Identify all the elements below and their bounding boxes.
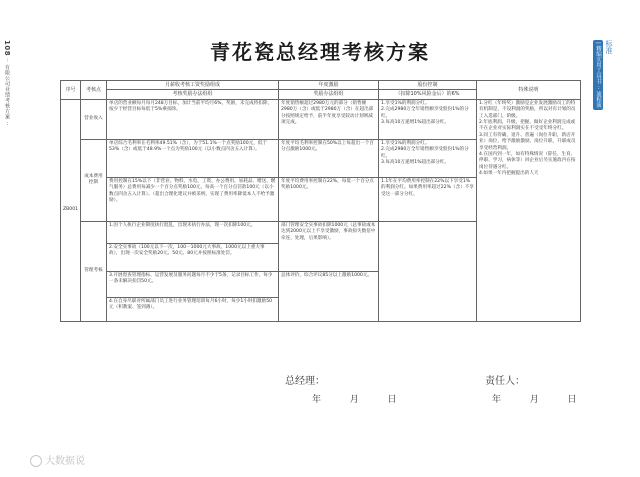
- subheader-monthly: 考核奖励办法组组: [107, 90, 279, 99]
- watermark-text: 大数据说: [45, 456, 85, 467]
- annual-cell: 年度平均毛利率控制在50%以上每超出一个百分点激励1000元。: [279, 139, 379, 177]
- annual-cell: 年度平均费用率控制在22%，每低一个百分点奖励1000元。: [279, 177, 379, 221]
- equity-cell: [379, 221, 477, 321]
- annual-cell: 年度销售额超过2980万元的部分（销售额2980万（含）或低于2980万（含）在超出部分按照规定给予，前半年度享受较动计划则减项完成。: [279, 99, 379, 139]
- equity-cell: 1.享受1%的利润分红。 2.完成2980万全年销售额享受股份1%的分红。 3.每高10万递增1%超出部分红。: [379, 99, 477, 139]
- monthly-cell: 3.开展督查管理指标、运营发展及服务问题每月不少于5条，记录目标工作，每少一条未解决扣罚50元。: [107, 271, 279, 297]
- annual-cell: 部门管理安全实事故扣除1000元（总事故或本达到2000元以上不享受激励，事故损失数倍中牵连、处理，后果影响）。: [279, 221, 379, 271]
- page-title: 青花瓷总经理考核方案: [210, 40, 430, 64]
- note-item: 4.如果一年内把握提出的人天: [479, 171, 539, 177]
- date-year: 年: [492, 395, 503, 405]
- header-seq: 序号: [61, 81, 81, 100]
- table-row: [61, 99, 581, 139]
- header-monthly: 月薪收考核工资奖励组成: [107, 81, 279, 90]
- monthly-cell: 单店综合毛利率在毛利率49.51%（含），为于51.1%一个点奖励100元，低于53%（含）或低于48.9%一个点为奖励100元（以小数点四舍五入计算）。: [107, 139, 279, 177]
- responsible-date: [492, 392, 578, 405]
- chapter-tab: | 精编实用工具书 ·· 流程演示 |: [593, 40, 603, 110]
- header-equity: 股份控制: [379, 81, 477, 90]
- item-mgmt: 管理考核: [81, 221, 107, 321]
- manager-date: [312, 392, 398, 405]
- monthly-cell: 4.在自身尽职对所属部门员工进行业务管理培训每月6小时，每少1小时扣激励50元（积教案、签到薄）。: [107, 297, 279, 321]
- header-notes: 特殊说明: [477, 81, 581, 100]
- spine-text: ·· 有限公司业绩考核方案 ··: [4, 58, 10, 126]
- watermark-logo-icon: [30, 455, 42, 467]
- assessment-table: [60, 80, 581, 322]
- date-day: 日: [387, 395, 398, 405]
- equity-cell: 1.1年在平均费用率控制在22%以下享受1%的利润分红。如果费用率超过22%（含）不享受这一部分分红。: [379, 177, 477, 221]
- monthly-cell: 2.安全实事故（100元以下一次，100一1000元大事故、1000元以上重大事故），出现一次安全奖励20元、50元、80元并按照标准处罚。: [107, 243, 279, 271]
- watermark: [30, 452, 85, 467]
- annual-cell: 总体评价，综合评议85分以上激励1000元。: [279, 271, 379, 321]
- subheader-annual: 奖励办法组组: [279, 90, 379, 99]
- note-item: 1.分红（年终奖）激励是企业发展激励员工的特有机制是，不设利润的奖励，所以对有计划的员工入选部门、阶级。: [479, 100, 576, 119]
- page-number: 108: [3, 40, 11, 57]
- header-item: 考核点: [81, 81, 107, 100]
- notes-cell: [477, 99, 581, 321]
- date-day: 日: [567, 395, 578, 405]
- table-header-row: [61, 81, 581, 90]
- chapter-tab-side-text: 标准: [605, 40, 613, 54]
- responsible-signature-label: 责任人：: [485, 376, 525, 387]
- monthly-cell: 单店的营业额每月每月248万目标，加计当前平均月6%，奖励，未完成将扣除，按少于经营目标每低于5%乘扣除。: [107, 99, 279, 139]
- item-cost: 成本费用控制: [81, 139, 107, 221]
- date-year: 年: [312, 395, 323, 405]
- subheader-equity: （扣除10%风险金后）的6%: [379, 90, 477, 99]
- item-revenue: 营业收入: [81, 99, 107, 139]
- manager-signature-label: 总经理：: [285, 376, 325, 387]
- note-item: 2.年底利润、升级，把握、做好企业利润完成或不在企业对实际利润实在不受受年终分红。: [479, 120, 576, 132]
- note-item: 4.在国内到一年，如有特殊情况（辞任、生育、停职、学习，病休等）回企业后另实施政内在按岗位待遇分红。: [479, 152, 576, 170]
- date-month: 月: [529, 395, 540, 405]
- monthly-cell: 费用控制在15%以下（非营业、物料、水电、工资、办公费用、易耗品、赠送、燃气服务）总费用每减少一个百分点奖励100元，每高一个百分点罚款100元（以小数点四舍五入计算）。（超出合理化建议并被采纳，实现了费用率降低本人不给予激励）。: [107, 177, 279, 221]
- monthly-cell: 1.因个人执行企业制度执行混乱，出现未执行办法，现一次扣除100元。: [107, 221, 279, 243]
- header-annual: 年度激励: [279, 81, 379, 90]
- seq-cell: ZB001: [61, 99, 81, 321]
- note-item: 3.同工有待确，退升、普遍（岗位升职，新店开业）岗位，给予激励激励，岗位升职，升职成员享受经营利润。: [479, 132, 576, 151]
- equity-cell: 1.享受1%的利润分红。 2.完成2980万全年销售额享受股份1%的分红。 3.每高10万递增1%超出部分红。: [379, 139, 477, 177]
- date-month: 月: [349, 395, 360, 405]
